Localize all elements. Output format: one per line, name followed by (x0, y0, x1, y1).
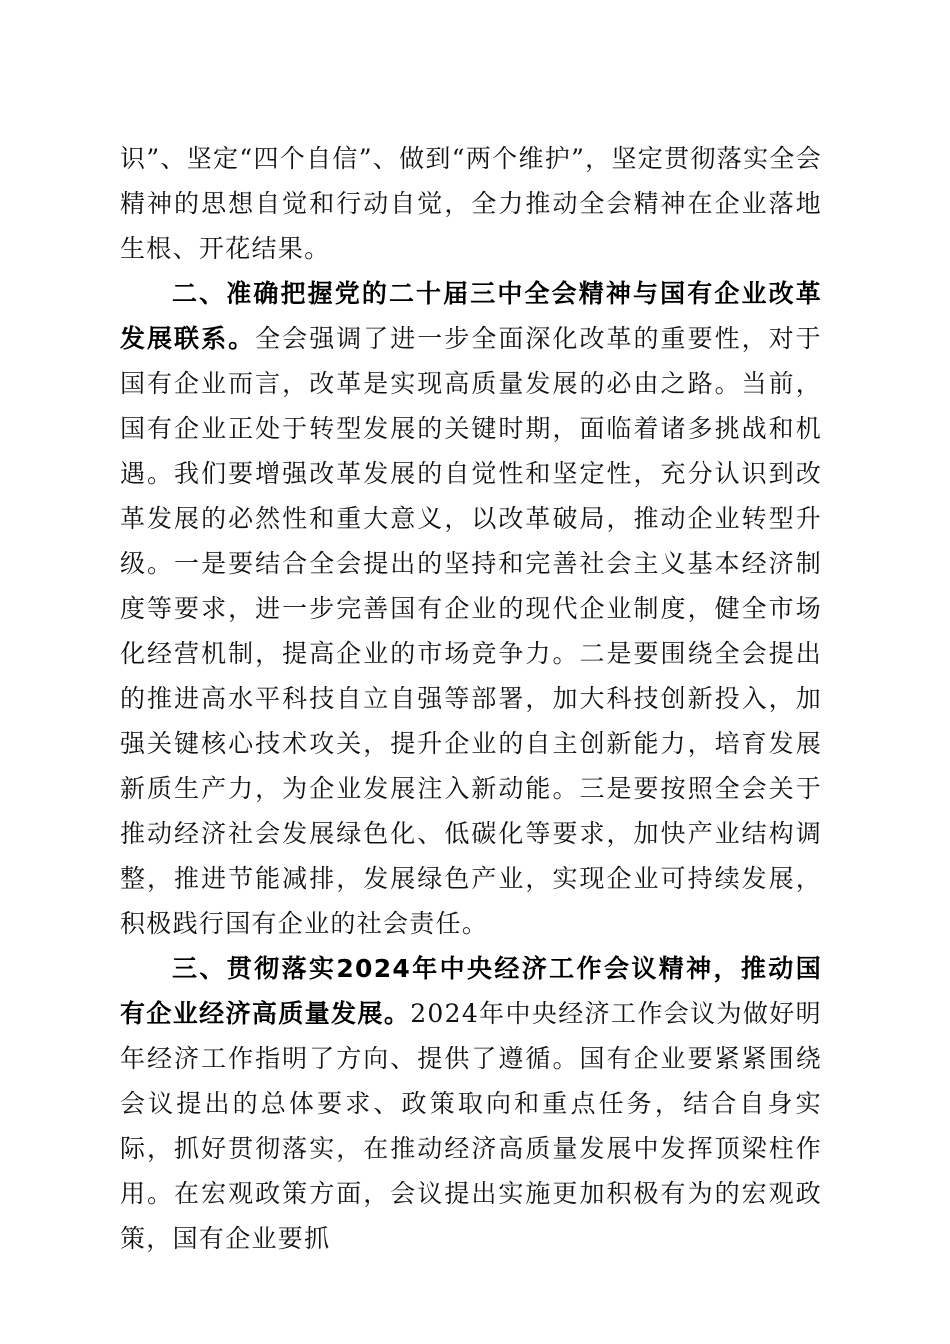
paragraph-section-2 (120, 271, 822, 946)
document-body (120, 136, 822, 1261)
section-heading: 二、准确把握党的二十届三中全会精神与国有企业改革发展联系。 (120, 279, 822, 353)
paragraph-text: 全会强调了进一步全面深化改革的重要性，对于国有企业而言，改革是实现高质量发展的必由之路。当前，国有企业正处于转型发展的关键时期，面临着诸多挑战和机遇。我们要增强改革发展的自觉性和坚定性，充分认识到改革发展的必然性和重大意义，以改革破局，推动企业转型升级。一是要结合全会提出的坚持和完善社会主义基本经济制度等要求，进一步完善国有企业的现代企业制度，健全市场化经营机制，提高企业的市场竞争力。二是要围绕全会提出的推进高水平科技自立自强等部署，加大科技创新投入，加强关键核心技术攻关，提升企业的自主创新能力，培育发展新质生产力，为企业发展注入新动能。三是要按照全会关于推动经济社会发展绿色化、低碳化等要求，加快产业结构调整，推进节能减排，发展绿色产业，实现企业可持续发展，积极践行国有企业的社会责任。 (120, 324, 822, 938)
paragraph-text: 识”、坚定“四个自信”、做到“两个维护”，坚定贯彻落实全会精神的思想自觉和行动自觉，全力推动全会精神在企业落地生根、开花结果。 (120, 144, 822, 263)
paragraph-section-3 (120, 946, 822, 1261)
section-heading: 三、贯彻落实2024年中央经济工作会议精神，推动国有企业经济高质量发展。 (120, 954, 822, 1028)
paragraph-text: 2024年中央经济工作会议为做好明年经济工作指明了方向、提供了遵循。国有企业要紧紧围绕会议提出的总体要求、政策取向和重点任务，结合自身实际，抓好贯彻落实，在推动经济高质量发展中发挥顶梁柱作用。在宏观政策方面，会议提出实施更加积极有为的宏观政策，国有企业要抓 (120, 999, 822, 1253)
paragraph-continuation (120, 136, 822, 271)
